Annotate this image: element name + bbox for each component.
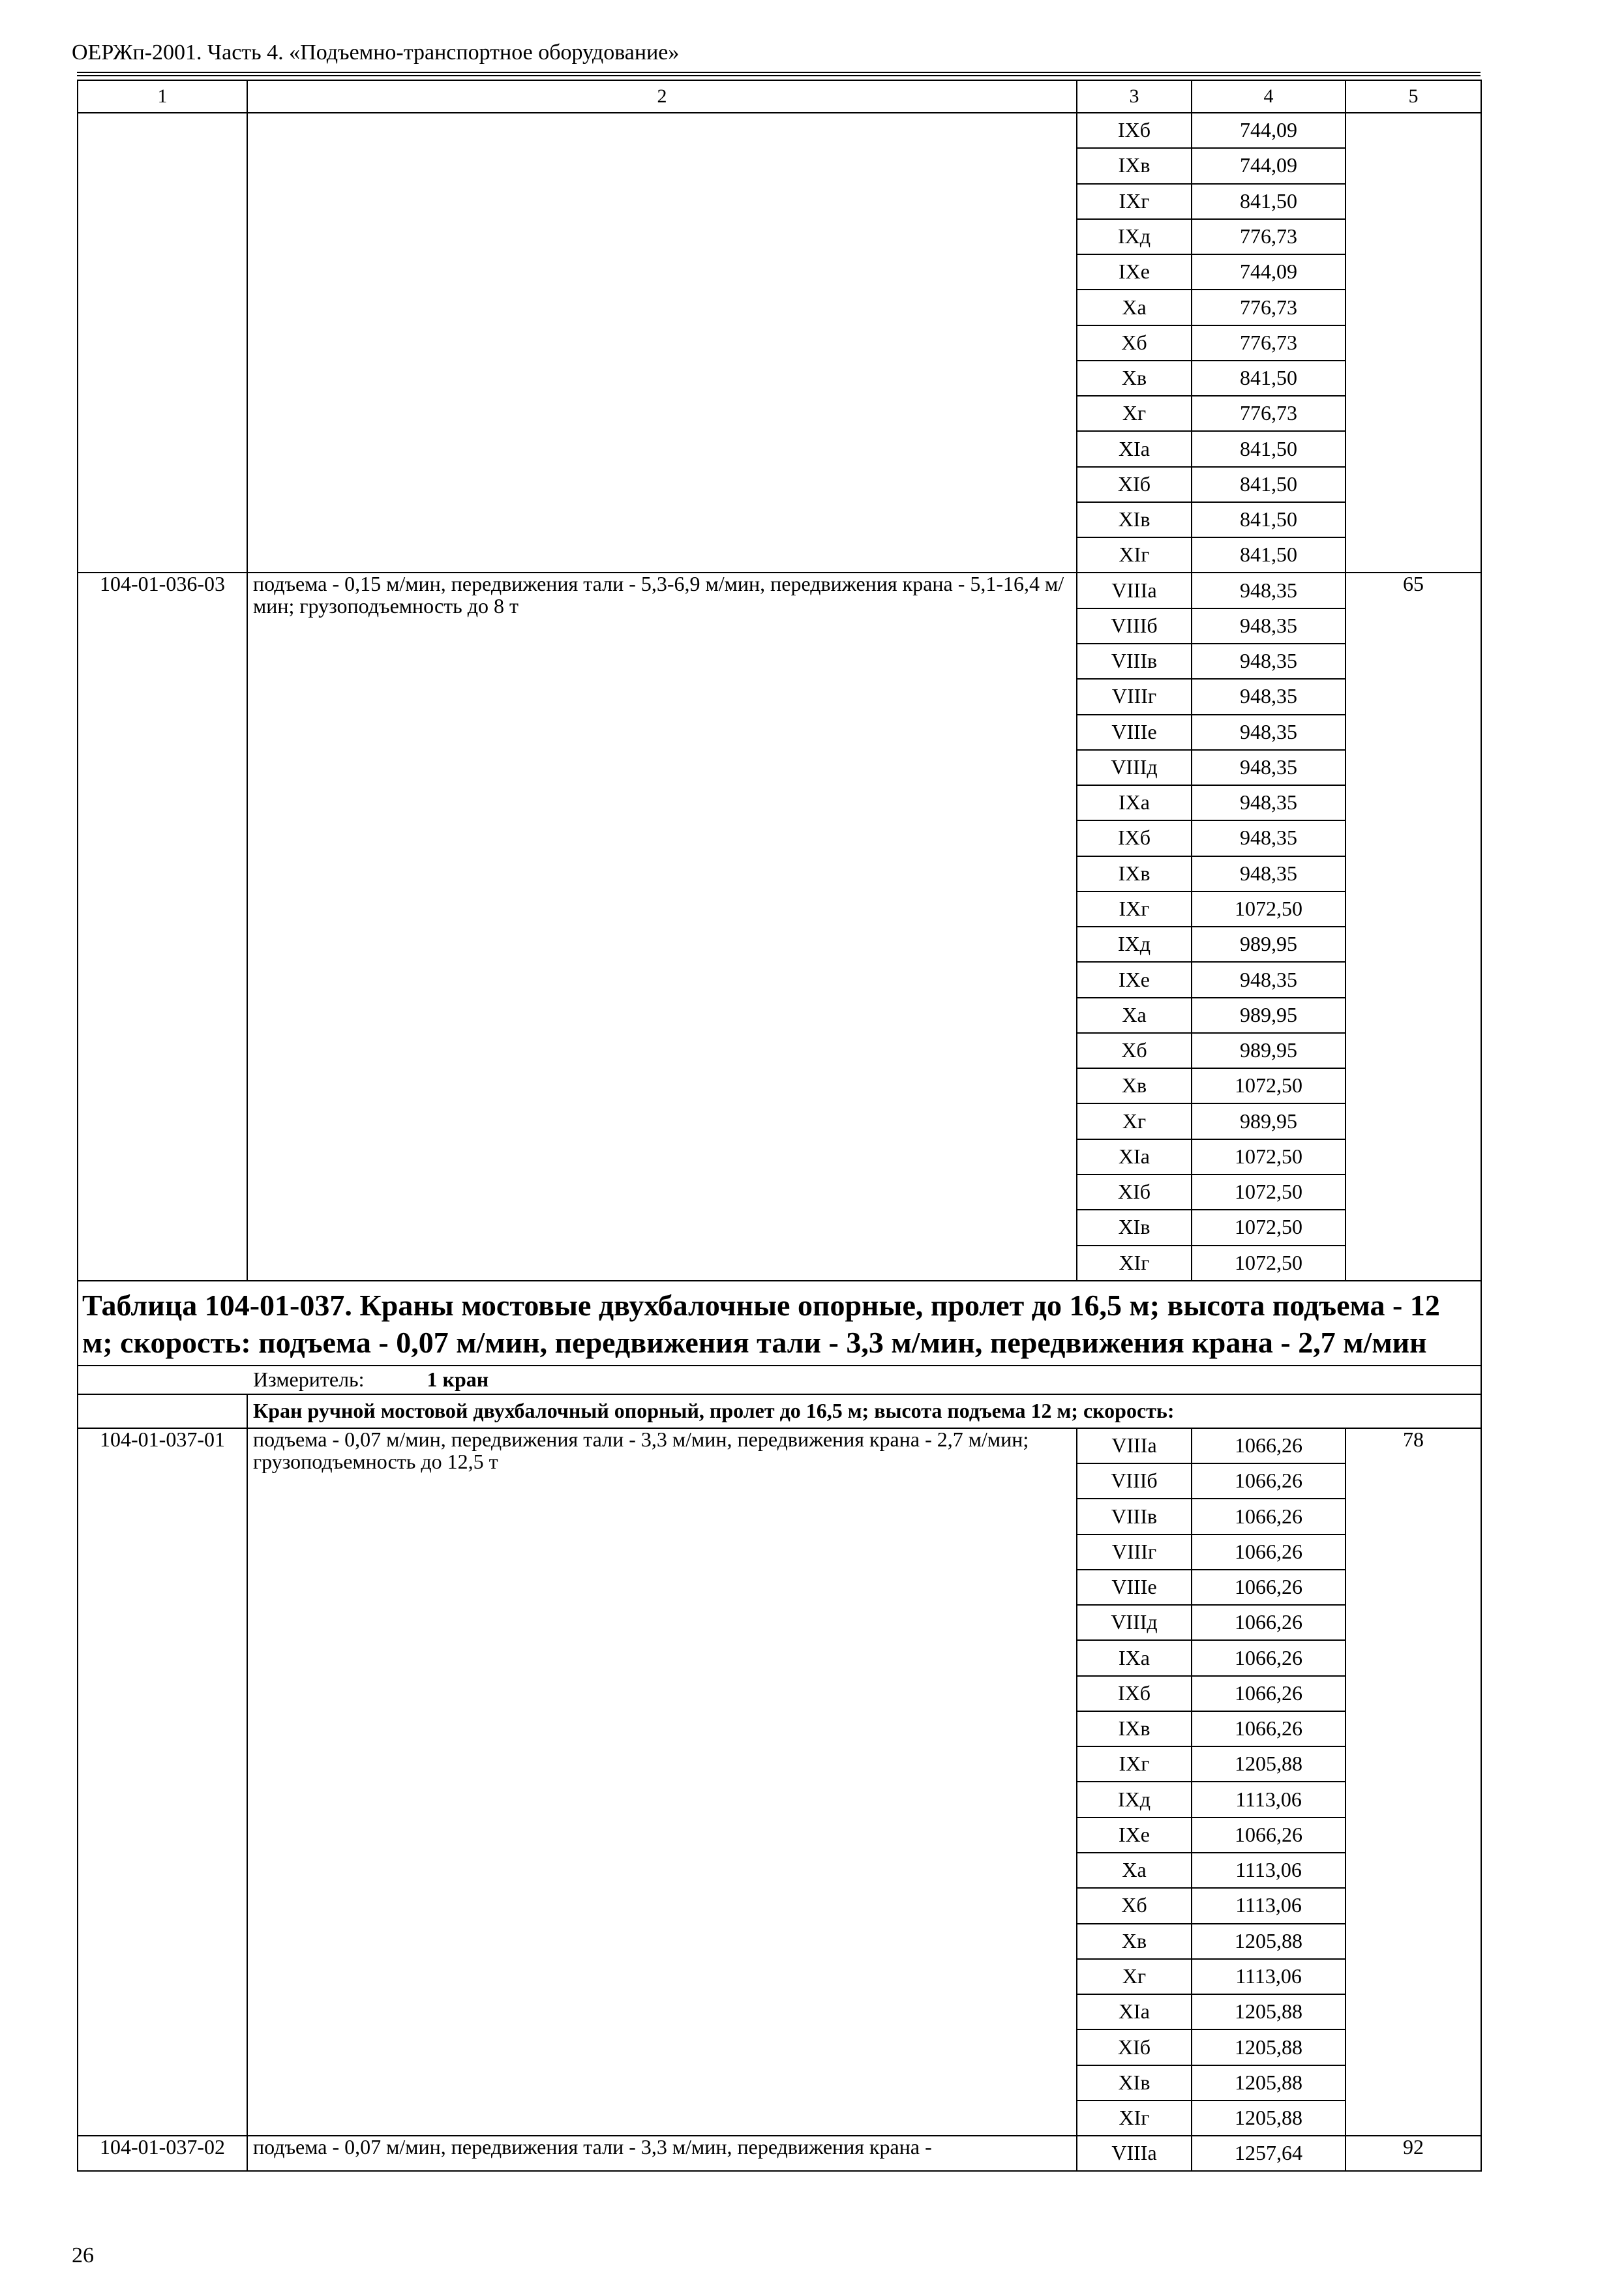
price-cell: 1066,26 [1192, 1605, 1346, 1640]
description-cell: подъема - 0,15 м/мин, передвижения тали - 5,3-6,9 м/мин, передвижения крана - 5,1-16,4 м/мин; грузоподъемность до 8 т [247, 573, 1077, 1280]
column-number: 3 [1077, 80, 1192, 113]
region-cell: Xв [1077, 1924, 1192, 1959]
col5-cell: 92 [1346, 2136, 1481, 2171]
table-title-row [78, 1281, 1481, 1366]
price-cell: 1072,50 [1192, 891, 1346, 927]
region-cell: XIв [1077, 1210, 1192, 1245]
region-cell: XIб [1077, 1174, 1192, 1210]
price-cell: 1072,50 [1192, 1174, 1346, 1210]
region-cell: XIг [1077, 537, 1192, 573]
price-cell: 1066,26 [1192, 1640, 1346, 1675]
region-cell: IXе [1077, 1818, 1192, 1853]
price-cell: 1205,88 [1192, 2065, 1346, 2101]
price-cell: 1205,88 [1192, 2029, 1346, 2065]
region-cell: VIIIе [1077, 1570, 1192, 1605]
region-cell: Xб [1077, 325, 1192, 361]
measure-value: 1 кран [427, 1367, 489, 1391]
price-cell: 1072,50 [1192, 1210, 1346, 1245]
code-cell [78, 113, 247, 573]
price-cell: 841,50 [1192, 361, 1346, 396]
region-cell: VIIIг [1077, 679, 1192, 714]
region-cell: Xв [1077, 1068, 1192, 1103]
code-cell: 104-01-037-01 [78, 1428, 247, 2136]
region-cell: Xг [1077, 1103, 1192, 1139]
region-cell: IXб [1077, 113, 1192, 148]
price-cell: 948,35 [1192, 573, 1346, 608]
col5-cell [1346, 113, 1481, 573]
price-cell: 1113,06 [1192, 1782, 1346, 1817]
region-cell: XIа [1077, 1139, 1192, 1174]
description-cell: подъема - 0,07 м/мин, передвижения тали - 3,3 м/мин, передвижения крана - [247, 2136, 1077, 2171]
price-cell: 1066,26 [1192, 1499, 1346, 1534]
table-row [78, 573, 1481, 608]
column-number-header [78, 80, 1481, 113]
region-cell: XIг [1077, 2101, 1192, 2136]
region-cell: VIIIа [1077, 2136, 1192, 2171]
price-cell: 1205,88 [1192, 1746, 1346, 1782]
region-cell: VIIIд [1077, 750, 1192, 785]
header-rule-top [77, 72, 1481, 73]
price-cell: 1205,88 [1192, 1924, 1346, 1959]
table-title: Таблица 104-01-037. Краны мостовые двухбалочные опорные, пролет до 16,5 м; высота подъема - 12 м; скорость: подъема - 0,07 м/мин, передвижения тали - 3,3 м/мин, передвижения крана - 2,7 м/мин [78, 1281, 1481, 1366]
price-cell: 841,50 [1192, 537, 1346, 573]
region-cell: XIг [1077, 1246, 1192, 1281]
region-cell: Xа [1077, 290, 1192, 325]
price-cell: 776,73 [1192, 219, 1346, 254]
price-cell: 744,09 [1192, 148, 1346, 183]
region-cell: IXа [1077, 1640, 1192, 1675]
price-cell: 1066,26 [1192, 1463, 1346, 1499]
region-cell: XIв [1077, 502, 1192, 537]
price-cell: 1066,26 [1192, 1534, 1346, 1570]
price-cell: 1066,26 [1192, 1428, 1346, 1463]
description-cell [247, 113, 1077, 573]
region-cell: IXе [1077, 254, 1192, 290]
region-cell: Xг [1077, 396, 1192, 431]
region-cell: IXд [1077, 927, 1192, 962]
price-cell: 841,50 [1192, 467, 1346, 502]
measure-cell [78, 1366, 1481, 1394]
measure-row [78, 1366, 1481, 1394]
region-cell: VIIIб [1077, 1463, 1192, 1499]
region-cell: Xв [1077, 361, 1192, 396]
region-cell: VIIIа [1077, 1428, 1192, 1463]
price-cell: 989,95 [1192, 1103, 1346, 1139]
description-cell: подъема - 0,07 м/мин, передвижения тали - 3,3 м/мин, передвижения крана - 2,7 м/мин; грузоподъемность до 12,5 т [247, 1428, 1077, 2136]
price-cell: 1072,50 [1192, 1246, 1346, 1281]
region-cell: VIIIд [1077, 1605, 1192, 1640]
price-cell: 948,35 [1192, 856, 1346, 891]
region-cell: XIб [1077, 467, 1192, 502]
price-cell: 948,35 [1192, 750, 1346, 785]
price-cell: 989,95 [1192, 927, 1346, 962]
region-cell: Xб [1077, 1888, 1192, 1923]
region-cell: VIIIе [1077, 715, 1192, 750]
price-table-body [78, 80, 1481, 2171]
region-cell: IXг [1077, 1746, 1192, 1782]
page-number: 26 [72, 2243, 94, 2267]
region-cell: VIIIа [1077, 573, 1192, 608]
price-cell: 948,35 [1192, 608, 1346, 644]
price-cell: 989,95 [1192, 998, 1346, 1033]
price-table [77, 80, 1481, 2172]
region-cell: Xг [1077, 1959, 1192, 1994]
table-row [78, 113, 1481, 148]
price-cell: 1066,26 [1192, 1676, 1346, 1711]
price-cell: 1113,06 [1192, 1853, 1346, 1888]
region-cell: IXг [1077, 184, 1192, 219]
region-cell: IXд [1077, 219, 1192, 254]
price-cell: 744,09 [1192, 254, 1346, 290]
region-cell: XIа [1077, 431, 1192, 466]
region-cell: IXв [1077, 1711, 1192, 1746]
subheading-row [78, 1394, 1481, 1428]
column-number: 1 [78, 80, 247, 113]
table-row [78, 2136, 1481, 2171]
price-cell: 1066,26 [1192, 1818, 1346, 1853]
subheading-spacer [78, 1394, 247, 1428]
price-cell: 1066,26 [1192, 1711, 1346, 1746]
region-cell: VIIIв [1077, 1499, 1192, 1534]
region-cell: XIв [1077, 2065, 1192, 2101]
measure-label: Измеритель: [253, 1367, 365, 1391]
region-cell: VIIIб [1077, 608, 1192, 644]
column-number: 2 [247, 80, 1077, 113]
price-cell: 1072,50 [1192, 1139, 1346, 1174]
page-header-title: ОЕРЖп-2001. Часть 4. «Подъемно-транспортное оборудование» [72, 40, 680, 65]
col5-cell: 78 [1346, 1428, 1481, 2136]
region-cell: IXв [1077, 856, 1192, 891]
region-cell: Xа [1077, 998, 1192, 1033]
region-cell: IXг [1077, 891, 1192, 927]
price-cell: 948,35 [1192, 962, 1346, 997]
region-cell: IXв [1077, 148, 1192, 183]
price-cell: 776,73 [1192, 290, 1346, 325]
region-cell: Xа [1077, 1853, 1192, 1888]
price-cell: 948,35 [1192, 785, 1346, 820]
region-cell: XIа [1077, 1994, 1192, 2029]
price-cell: 1205,88 [1192, 1994, 1346, 2029]
region-cell: IXд [1077, 1782, 1192, 1817]
subheading-cell: Кран ручной мостовой двухбалочный опорный, пролет до 16,5 м; высота подъема 12 м; скорость: [247, 1394, 1481, 1428]
region-cell: XIб [1077, 2029, 1192, 2065]
region-cell: IXб [1077, 820, 1192, 856]
price-cell: 948,35 [1192, 644, 1346, 679]
price-cell: 1113,06 [1192, 1888, 1346, 1923]
price-cell: 1205,88 [1192, 2101, 1346, 2136]
header-rule-bottom [77, 75, 1481, 76]
price-cell: 776,73 [1192, 325, 1346, 361]
region-cell: IXе [1077, 962, 1192, 997]
price-cell: 744,09 [1192, 113, 1346, 148]
price-cell: 776,73 [1192, 396, 1346, 431]
price-cell: 1072,50 [1192, 1068, 1346, 1103]
col5-cell: 65 [1346, 573, 1481, 1280]
region-cell: VIIIв [1077, 644, 1192, 679]
price-cell: 948,35 [1192, 715, 1346, 750]
region-cell: VIIIг [1077, 1534, 1192, 1570]
region-cell: IXа [1077, 785, 1192, 820]
price-cell: 948,35 [1192, 820, 1346, 856]
region-cell: IXб [1077, 1676, 1192, 1711]
price-cell: 1113,06 [1192, 1959, 1346, 1994]
price-cell: 841,50 [1192, 431, 1346, 466]
price-cell: 989,95 [1192, 1033, 1346, 1068]
price-cell: 948,35 [1192, 679, 1346, 714]
price-cell: 841,50 [1192, 184, 1346, 219]
price-cell: 1257,64 [1192, 2136, 1346, 2171]
table-row [78, 1428, 1481, 1463]
price-cell: 841,50 [1192, 502, 1346, 537]
column-number: 4 [1192, 80, 1346, 113]
column-number: 5 [1346, 80, 1481, 113]
price-cell: 1066,26 [1192, 1570, 1346, 1605]
region-cell: Xб [1077, 1033, 1192, 1068]
code-cell: 104-01-036-03 [78, 573, 247, 1280]
code-cell: 104-01-037-02 [78, 2136, 247, 2171]
